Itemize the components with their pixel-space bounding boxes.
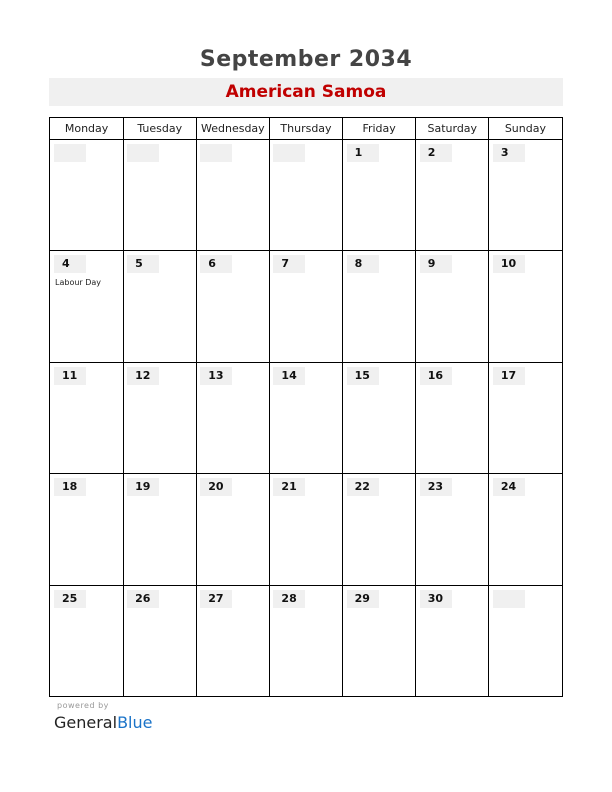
day-cell-7[interactable]: [269, 251, 342, 362]
day-cell-24[interactable]: [489, 474, 562, 585]
day-number: 17: [493, 367, 525, 385]
weekday-header-sunday: Sunday: [504, 122, 546, 135]
day-number: 29: [347, 590, 379, 608]
day-number: 7: [273, 255, 305, 273]
day-cell-27[interactable]: [196, 586, 269, 697]
day-cell-20[interactable]: [196, 474, 269, 585]
weekday-header-tuesday: Tuesday: [137, 122, 183, 135]
day-number: 1: [347, 144, 379, 162]
day-cell-9[interactable]: [416, 251, 489, 362]
day-cell-17[interactable]: [489, 363, 562, 474]
day-number: 15: [347, 367, 379, 385]
day-number: 28: [273, 590, 305, 608]
day-cell-empty[interactable]: [489, 586, 562, 697]
day-number: 27: [200, 590, 232, 608]
day-cell-2[interactable]: [416, 140, 489, 251]
day-number: 4: [54, 255, 86, 273]
weekday-header-thursday: Thursday: [280, 122, 332, 135]
powered-by-text: powered by: [57, 701, 109, 710]
day-cell-empty[interactable]: [269, 140, 342, 251]
day-cell-empty[interactable]: [50, 140, 123, 251]
day-number: 14: [273, 367, 305, 385]
day-number: 25: [54, 590, 86, 608]
day-number: [127, 144, 159, 162]
day-number: 30: [420, 590, 452, 608]
day-cell-12[interactable]: [123, 363, 196, 474]
day-number: 13: [200, 367, 232, 385]
day-number: 6: [200, 255, 232, 273]
weekday-header-saturday: Saturday: [427, 122, 478, 135]
country-subtitle: American Samoa: [49, 78, 563, 106]
day-number: 21: [273, 478, 305, 496]
day-cell-6[interactable]: [196, 251, 269, 362]
weekday-header-wednesday: Wednesday: [201, 122, 265, 135]
day-number: [54, 144, 86, 162]
day-number: 12: [127, 367, 159, 385]
day-number: 3: [493, 144, 525, 162]
day-cell-10[interactable]: [489, 251, 562, 362]
day-cell-8[interactable]: [343, 251, 416, 362]
day-cell-26[interactable]: [123, 586, 196, 697]
day-number: 24: [493, 478, 525, 496]
day-cell-15[interactable]: [343, 363, 416, 474]
day-number: 19: [127, 478, 159, 496]
day-number: 18: [54, 478, 86, 496]
day-cell-19[interactable]: [123, 474, 196, 585]
weekday-header-friday: Friday: [362, 122, 396, 135]
day-number: 2: [420, 144, 452, 162]
day-cell-30[interactable]: [416, 586, 489, 697]
day-number: 23: [420, 478, 452, 496]
day-number: [273, 144, 305, 162]
weekday-header-monday: Monday: [64, 122, 109, 135]
day-number: 26: [127, 590, 159, 608]
day-cell-5[interactable]: [123, 251, 196, 362]
generalblue-logo[interactable]: [54, 713, 152, 732]
day-number: [493, 590, 525, 608]
day-number: 11: [54, 367, 86, 385]
day-number: 22: [347, 478, 379, 496]
day-number: 8: [347, 255, 379, 273]
day-number: [200, 144, 232, 162]
day-cell-21[interactable]: [269, 474, 342, 585]
calendar-grid: [49, 117, 563, 697]
day-number: 20: [200, 478, 232, 496]
holiday-label: Labour Day: [55, 278, 102, 288]
logo-general-text: General: [54, 713, 118, 732]
day-cell-empty[interactable]: [123, 140, 196, 251]
day-cell-14[interactable]: [269, 363, 342, 474]
weekday-header-row: [50, 118, 562, 140]
day-number: 9: [420, 255, 452, 273]
day-cell-29[interactable]: [343, 586, 416, 697]
day-cell-11[interactable]: [50, 363, 123, 474]
day-cell-22[interactable]: [343, 474, 416, 585]
day-cell-18[interactable]: [50, 474, 123, 585]
logo-blue-text: Blue: [117, 713, 153, 732]
day-cell-16[interactable]: [416, 363, 489, 474]
day-cell-1[interactable]: [343, 140, 416, 251]
day-cell-4[interactable]: [50, 251, 123, 362]
day-cell-28[interactable]: [269, 586, 342, 697]
day-cell-25[interactable]: [50, 586, 123, 697]
day-cell-23[interactable]: [416, 474, 489, 585]
day-number: 5: [127, 255, 159, 273]
day-cell-13[interactable]: [196, 363, 269, 474]
day-number: 10: [493, 255, 525, 273]
day-cell-3[interactable]: [489, 140, 562, 251]
day-cell-empty[interactable]: [196, 140, 269, 251]
calendar-title: September 2034: [199, 47, 413, 72]
day-number: 16: [420, 367, 452, 385]
